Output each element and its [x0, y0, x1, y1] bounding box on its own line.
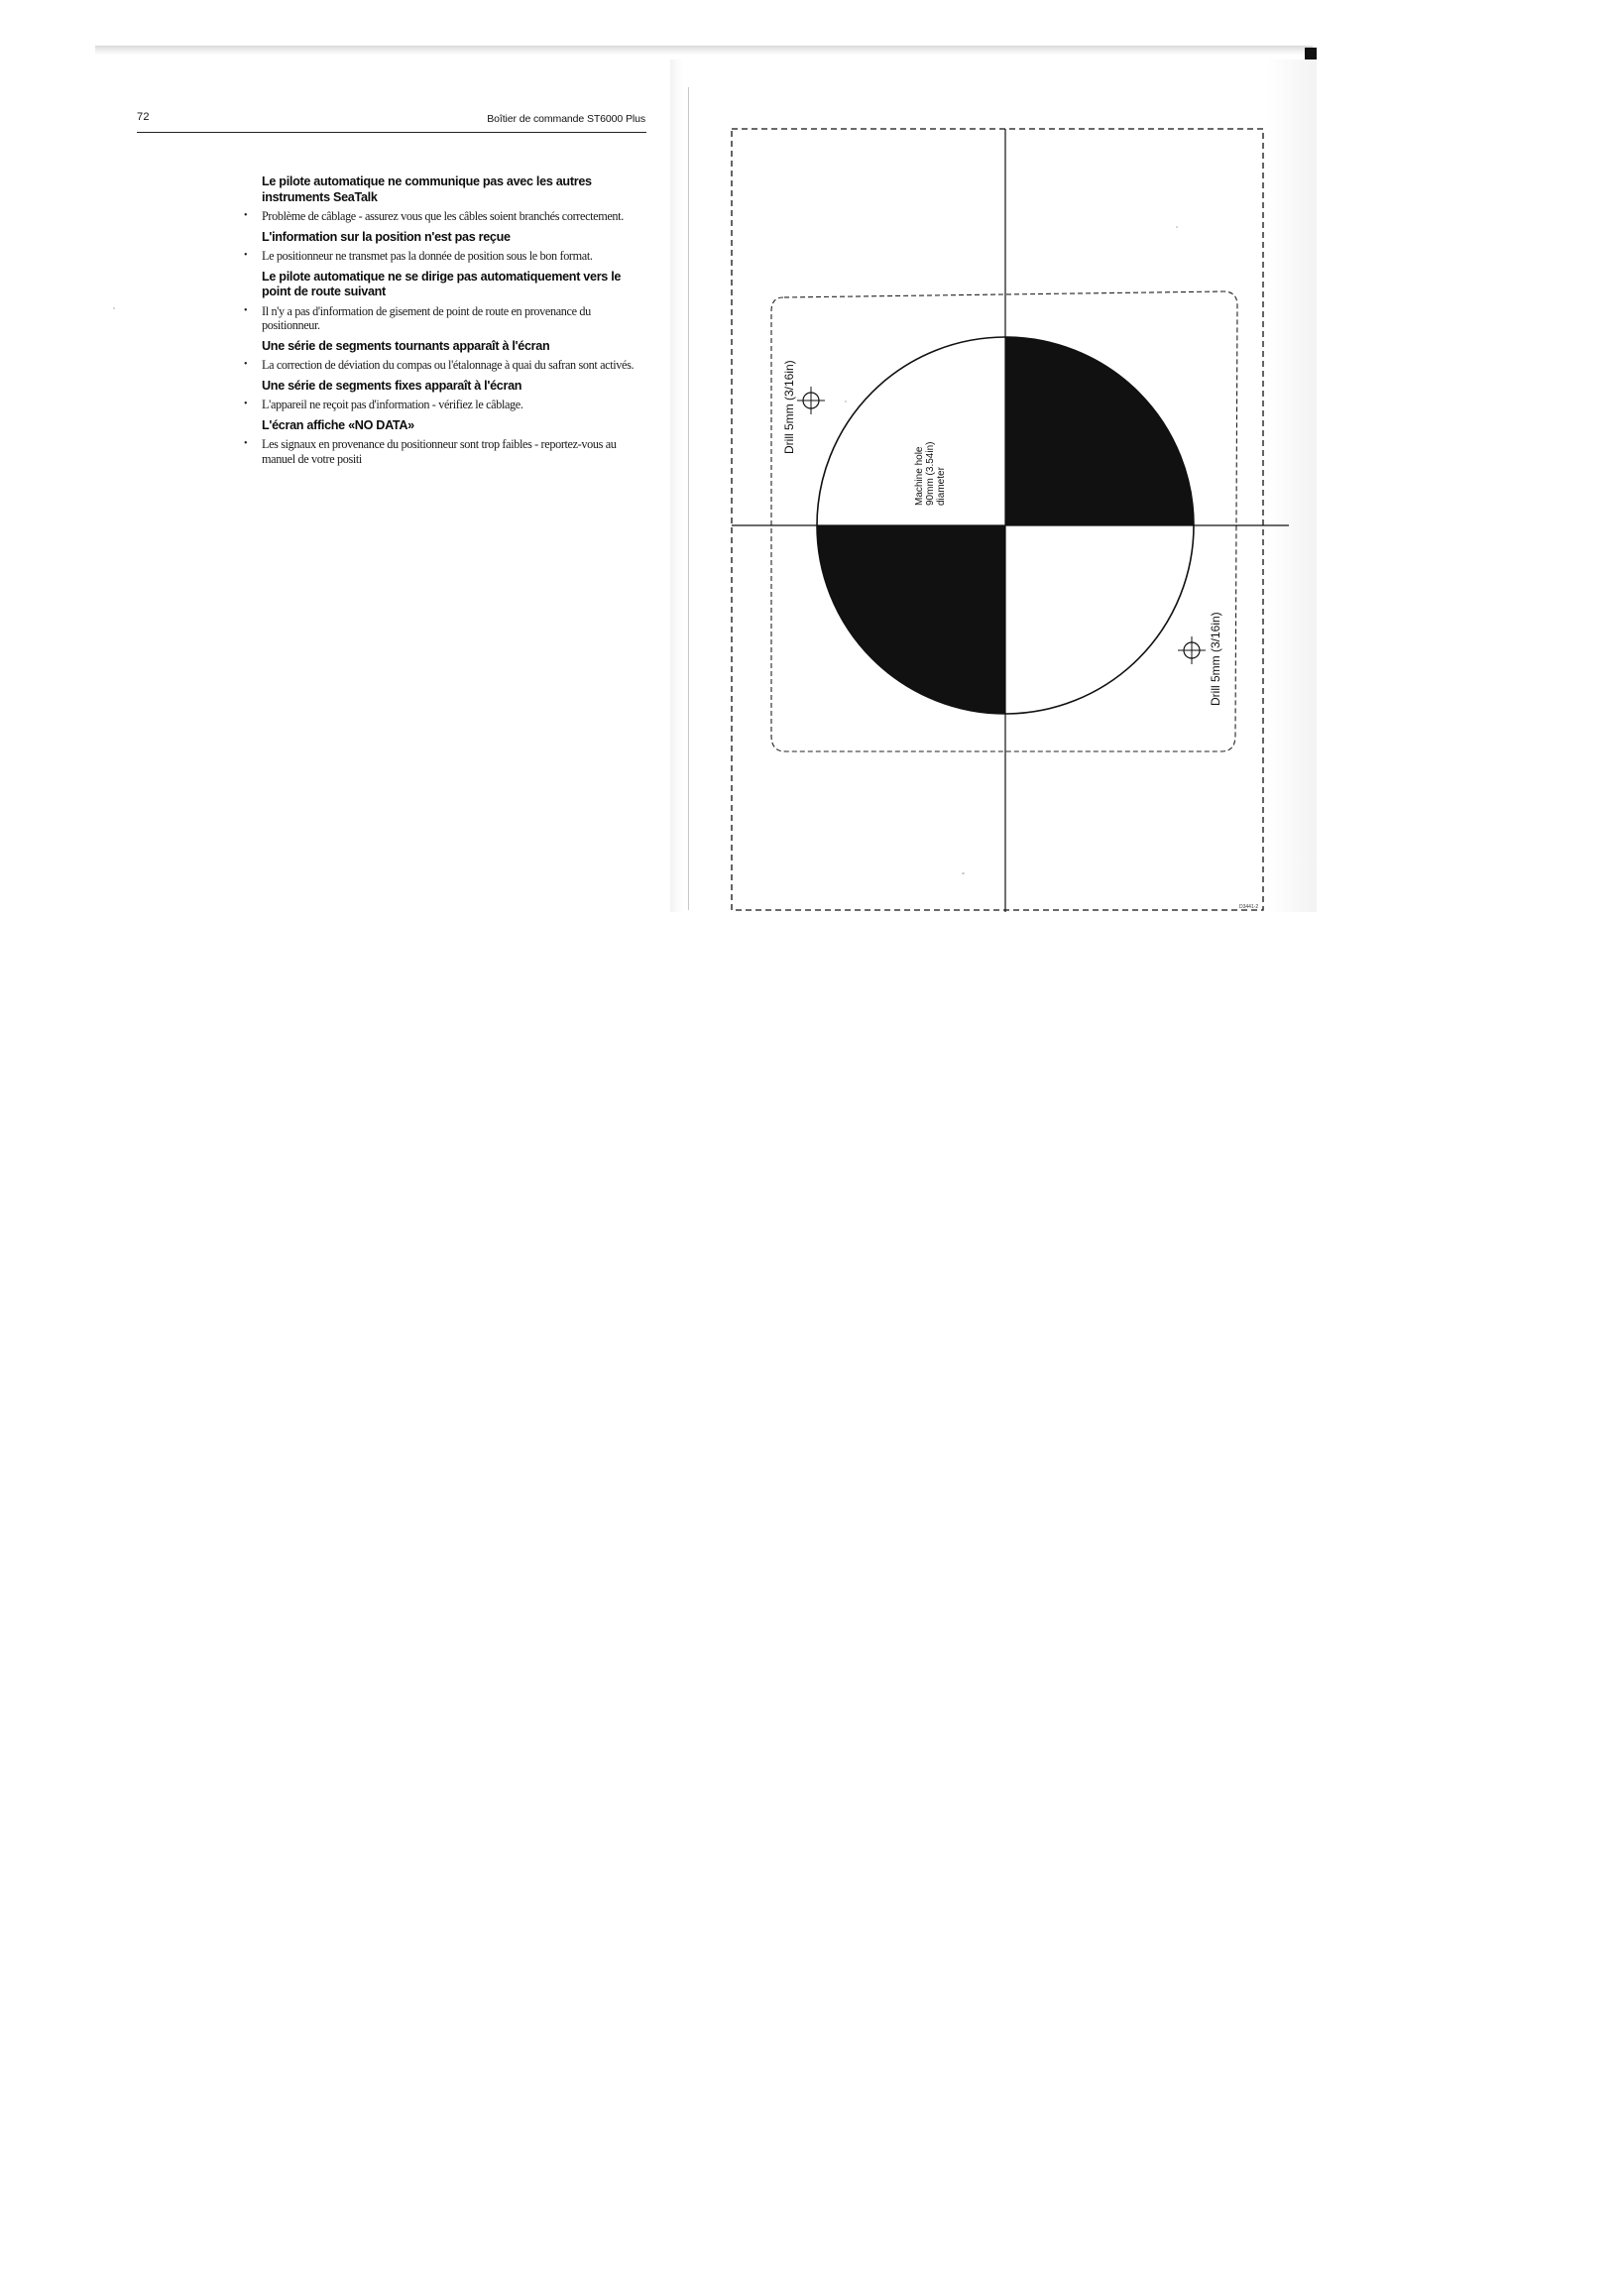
section-heading: Le pilote automatique ne communique pas avec les autres instruments SeaTalk — [262, 174, 592, 204]
section-heading: Le pilote automatique ne se dirige pas automatiquement vers le point de route suivant — [262, 269, 622, 298]
quadrant-fill-top-right — [1005, 337, 1194, 525]
mounting-template-diagram — [714, 123, 1289, 912]
machine-hole-label-2: 90mm (3.54in) — [925, 441, 936, 506]
troubleshooting-section — [244, 379, 650, 412]
bullet-icon: • — [244, 210, 248, 221]
drill-target-icon — [797, 387, 825, 414]
running-head: Boîtier de commande ST6000 Plus — [487, 113, 645, 125]
troubleshooting-column — [244, 174, 650, 472]
bullet-text: Les signaux en provenance du positionneur sont trop faibles - reportez-vous au manuel de votre positi — [262, 437, 617, 466]
scan-speck — [1176, 226, 1178, 228]
section-heading: L'information sur la position n'est pas reçue — [262, 229, 511, 244]
scan-speck — [113, 307, 115, 309]
bullet-text: Il n'y a pas d'information de gisement de point de route en provenance du positionneur. — [262, 303, 591, 332]
bullet-icon: • — [244, 250, 248, 261]
figure-code: D3441-2 — [1239, 904, 1259, 910]
bullet-icon: • — [244, 359, 248, 370]
bullet-text: L'appareil ne reçoit pas d'information - vérifiez le câblage. — [262, 398, 523, 411]
bullet-text: Problème de câblage - assurez vous que les câbles soient branchés correctement. — [262, 209, 624, 223]
drill-label-bottom: Drill 5mm (3/16in) — [1209, 612, 1222, 706]
drill-label-top: Drill 5mm (3/16in) — [782, 360, 796, 454]
bullet-text: La correction de déviation du compas ou l'étalonnage à quai du safran sont activés. — [262, 358, 635, 372]
quadrant-fill-bottom-left — [817, 525, 1005, 714]
troubleshooting-section — [244, 339, 650, 373]
gutter-line — [688, 87, 689, 910]
machine-hole-label-3: diameter — [936, 467, 947, 506]
troubleshooting-section — [244, 230, 650, 264]
bullet-item — [244, 209, 650, 224]
drill-target-icon — [1178, 636, 1206, 664]
section-heading: Une série de segments fixes apparaît à l'écran — [262, 378, 522, 393]
page-number: 72 — [137, 111, 150, 123]
section-heading: L'écran affiche «NO DATA» — [262, 417, 414, 432]
header-rule — [137, 132, 646, 133]
book-gutter — [670, 59, 684, 912]
bullet-item — [244, 358, 650, 373]
bullet-icon: • — [244, 304, 248, 316]
section-heading: Une série de segments tournants apparaît à l'écran — [262, 338, 550, 353]
scan-speck — [962, 872, 965, 874]
troubleshooting-section — [244, 418, 650, 467]
troubleshooting-section — [244, 270, 650, 333]
machine-hole-label-1: Machine hole — [914, 446, 925, 506]
bullet-text: Le positionneur ne transmet pas la donnée de position sous le bon format. — [262, 249, 593, 263]
bullet-item — [244, 304, 650, 333]
bullet-item — [244, 437, 650, 466]
scan-speck — [845, 401, 847, 402]
bullet-icon: • — [244, 399, 248, 409]
bullet-item — [244, 249, 650, 264]
bullet-item — [244, 398, 650, 412]
bullet-icon: • — [244, 438, 248, 449]
troubleshooting-section — [244, 174, 650, 224]
scan-top-shadow — [95, 46, 1313, 56]
